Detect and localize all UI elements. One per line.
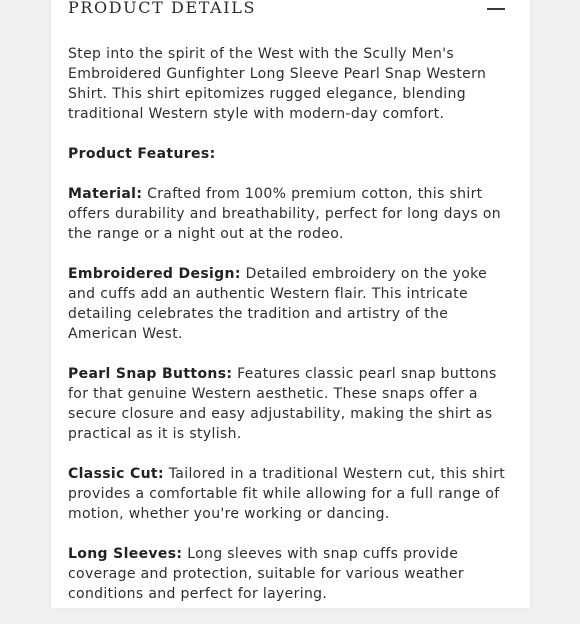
feature-label: Long Sleeves:: [68, 546, 183, 562]
minus-icon: [487, 8, 505, 10]
feature-text: Tailored in a traditional Western cut, this shirt provides a comfortable fit while allowing for a full range of motion, whether you're working or dancing.: [68, 466, 506, 522]
feature-pearl-snap-buttons: [68, 364, 518, 444]
feature-text: Features classic pearl snap buttons for that genuine Western aesthetic. These snaps offer a secure closure and easy adjustability, making the shirt as practical as it is stylish.: [68, 366, 497, 442]
feature-label: Embroidered Design:: [68, 266, 241, 282]
feature-embroidered-design: [68, 264, 518, 344]
feature-text: Detailed embroidery on the yoke and cuffs add an authentic Western flair. This intricate detailing celebrates the tradition and artistry of the American West.: [68, 266, 488, 342]
collapse-toggle-button[interactable]: [484, 0, 508, 18]
features-heading: [68, 144, 518, 164]
feature-text: Crafted from 100% premium cotton, this shirt offers durability and breathability, perfect for long days on the range or a night out at the rodeo.: [68, 186, 501, 242]
feature-material: [68, 184, 518, 244]
section-title: PRODUCT DETAILS: [68, 0, 257, 17]
feature-label: Material:: [68, 186, 143, 202]
feature-text: Long sleeves with snap cuffs provide coverage and protection, suitable for various weather conditions and perfect for layering.: [68, 546, 464, 602]
product-description: [68, 44, 518, 624]
feature-long-sleeves: [68, 544, 518, 604]
intro-paragraph: Step into the spirit of the West with the Scully Men's Embroidered Gunfighter Long Sleeve Pearl Snap Western Shirt. This shirt epitomizes rugged elegance, blending traditional Western style with modern-day comfort.: [68, 46, 487, 122]
features-heading-label: Product Features:: [68, 146, 216, 162]
feature-classic-cut: [68, 464, 518, 524]
feature-label: Classic Cut:: [68, 466, 164, 482]
feature-label: Pearl Snap Buttons:: [68, 366, 233, 382]
